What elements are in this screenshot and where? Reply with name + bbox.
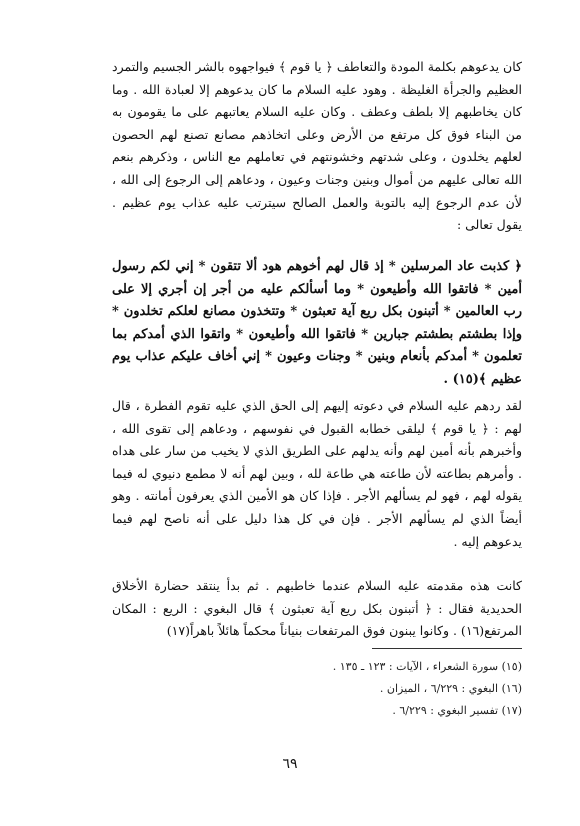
paragraph-text: لقد ردهم عليه السلام في دعوته إليهم إلى الحق الذي عليه تقوم الفطرة ، قال لهم : ﴿ يا قوم ﴾ ليلقى خطابه القبول في نفوسهم ، ودعاهم إلى تقوى الله ، وأخبرهم بأنه أمين لهم وأنه يدلهم على الطريق الذي لا يخيب من سار على هداه . وأمرهم بطاعته لأن طاعته هي طاعة لله ، وبين لهم أنه لا مطمع دنيوي له فيما يقوله لهم ، فهو لم يسألهم الأجر . فإذا كان هو الأمين الذي يعرفون أمانته . وهو أيضاً الذي لم يسألهم الأجر . فإن في كل هذا دليل على أنه ناصح لهم فيما يدعوهم إليه .	[112, 398, 522, 549]
paragraph-text: كان يدعوهم بكلمة المودة والتعاطف ﴿ يا قوم ﴾ فيواجهوه بالشر الجسيم والتمرد العظيم والجرأة الغليظة . وهود عليه السلام ما كان يدعوهم إلا لعبادة الله . وما كان يخاطبهم إلا بلطف وعطف . وكان عليه السلام يعاتبهم على ما يقومون به من البناء فوق كل مرتفع من الأرض وعلى اتخاذهم مصانع تصنع لهم الحصون لعلهم يخلدون ، وعلى شدتهم وخشونتهم في تعاملهم مع الناس ، وذكرهم بنعم الله تعالى عليهم من أموال وبنين وجنات وعيون ، ودعاهم إلى الرجوع إلى الله ، لأن عدم الرجوع إليه بالتوبة والعمل الصالح سيترتب عليه عذاب يوم عظيم . يقول تعالى :	[112, 59, 522, 233]
footnote-16: (١٦) البغوي : ٦/٢٢٩ ، الميزان .	[379, 682, 522, 695]
paragraph-explanation	[112, 395, 522, 553]
footnote-divider	[372, 648, 522, 649]
page-number: ٦٩	[282, 756, 298, 772]
quran-verses-text: ﴿ كذبت عاد المرسلين * إذ قال لهم أخوهم هود ألا تتقون * إني لكم رسول أمين * فاتقوا الله وأطيعون * وما أسألكم عليه من أجر إن أجري إلا على رب العالمين * أتبنون بكل ريع آية تعبثون * وتتخذون مصانع لعلكم تخلدون * وإذا بطشتم بطشتم جبارين * فاتقوا الله وأطيعون * واتقوا الذي أمدكم بما تعلمون * أمدكم بأنعام وبنين * وجنات وعيون * إني أخاف عليكم عذاب يوم عظيم ﴾(١٥) .	[112, 259, 522, 387]
quran-verses-block	[112, 256, 522, 392]
paragraph-text: كانت هذه مقدمته عليه السلام عندما خاطبهم . ثم بدأ ينتقد حضارة الأخلاق الحديدية فقال : ﴿ أتبنون بكل ريع آية تعبثون ﴾ قال البغوي : الريع : المكان المرتفع(١٦) . وكانوا يبنون فوق المرتفعات بنياناً محكماً هائلاً باهراً(١٧)	[112, 578, 522, 639]
paragraph-intro	[112, 56, 522, 237]
footnote-17: (١٧) تفسير البغوي : ٦/٢٢٩ .	[392, 704, 522, 717]
footnotes	[112, 656, 522, 722]
paragraph-conclusion	[112, 575, 522, 643]
footnote-15: (١٥) سورة الشعراء ، الآيات : ١٢٣ ـ ١٣٥ .	[332, 660, 522, 673]
